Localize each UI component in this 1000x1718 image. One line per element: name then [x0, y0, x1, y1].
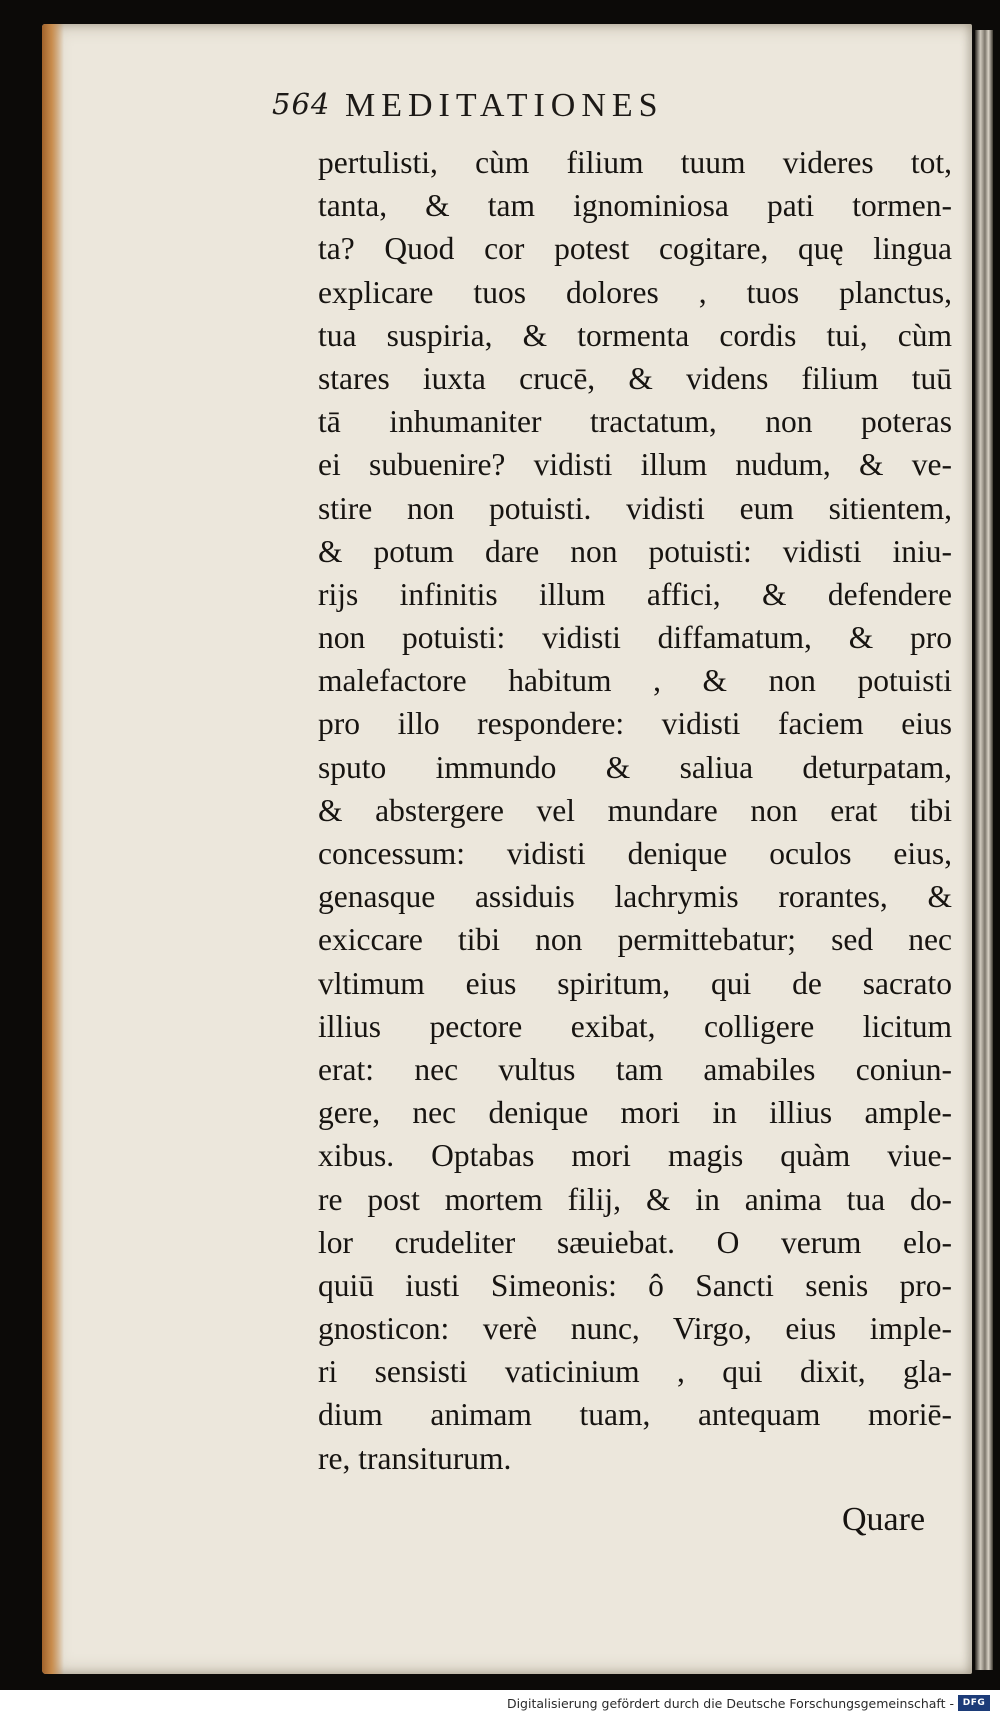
text-line: stire non potuisti. vidisti eum sitientem, [318, 490, 952, 526]
text-line: re post mortem filij, & in anima tua do- [318, 1181, 952, 1217]
text-line: quiū iusti Simeonis: ô Sancti senis pro- [318, 1267, 952, 1303]
text-line: malefactore habitum , & non potuisti [318, 663, 952, 699]
text-line: pertulisti, cùm filium tuum videres tot, [318, 145, 952, 180]
funding-credit: Digitalisierung gefördert durch die Deutsche Forschungsgemeinschaft - [506, 1696, 954, 1711]
text-line: sputo immundo & saliua deturpatam, [318, 749, 952, 785]
text-line: explicare tuos dolores , tuos planctus, [318, 274, 952, 310]
text-line: ei subuenire? vidisti illum nudum, & ve- [318, 447, 952, 483]
text-line: genasque assiduis lachrymis rorantes, & [318, 879, 952, 915]
text-line: tua suspiria, & tormenta cordis tui, cùm [318, 317, 952, 353]
text-line: & abstergere vel mundare non erat tibi [318, 792, 952, 828]
text-line: ri sensisti vaticinium , qui dixit, gla- [318, 1354, 952, 1390]
text-line: gnosticon: verè nunc, Virgo, eius imple- [318, 1311, 952, 1347]
text-line: illius pectore exibat, colligere licitum [318, 1008, 952, 1044]
text-line: dium animam tuam, antequam moriē- [318, 1397, 952, 1433]
text-line: non potuisti: vidisti diffamatum, & pro [318, 620, 952, 656]
page-edge-stack [975, 30, 993, 1670]
text-line: tanta, & tam ignominiosa pati tormen- [318, 188, 952, 224]
text-line: re, transiturum. [318, 1440, 512, 1476]
text-line: & potum dare non potuisti: vidisti iniu- [318, 533, 952, 569]
dfg-logo: DFG [958, 1695, 990, 1711]
running-head: MEDITATIONES [345, 87, 664, 124]
page-header [272, 67, 852, 127]
page-number: 564 [272, 87, 331, 121]
text-line: pro illo respondere: vidisti faciem eius [318, 706, 952, 742]
text-line: lor crudeliter sæuiebat. O verum elo- [318, 1224, 952, 1260]
text-line: erat: nec vultus tam amabiles coniun- [318, 1051, 952, 1087]
text-line: tā inhumaniter tractatum, non poteras [318, 404, 952, 440]
footer-bar [0, 1690, 1000, 1718]
text-line: concessum: vidisti denique oculos eius, [318, 836, 952, 871]
text-line: xibus. Optabas mori magis quàm viue- [318, 1138, 952, 1174]
text-line: stares iuxta crucē, & videns filium tuū [318, 360, 952, 396]
body-text [318, 141, 958, 1480]
text-line: exiccare tibi non permittebatur; sed nec [318, 922, 952, 958]
catchword: Quare [842, 1501, 926, 1538]
text-line: rijs infinitis illum affici, & defendere [318, 576, 952, 612]
text-line: ta? Quod cor potest cogitare, quę lingua [318, 231, 952, 267]
text-line: vltimum eius spiritum, qui de sacrato [318, 965, 952, 1001]
text-line: gere, nec denique mori in illius ample- [318, 1095, 952, 1131]
